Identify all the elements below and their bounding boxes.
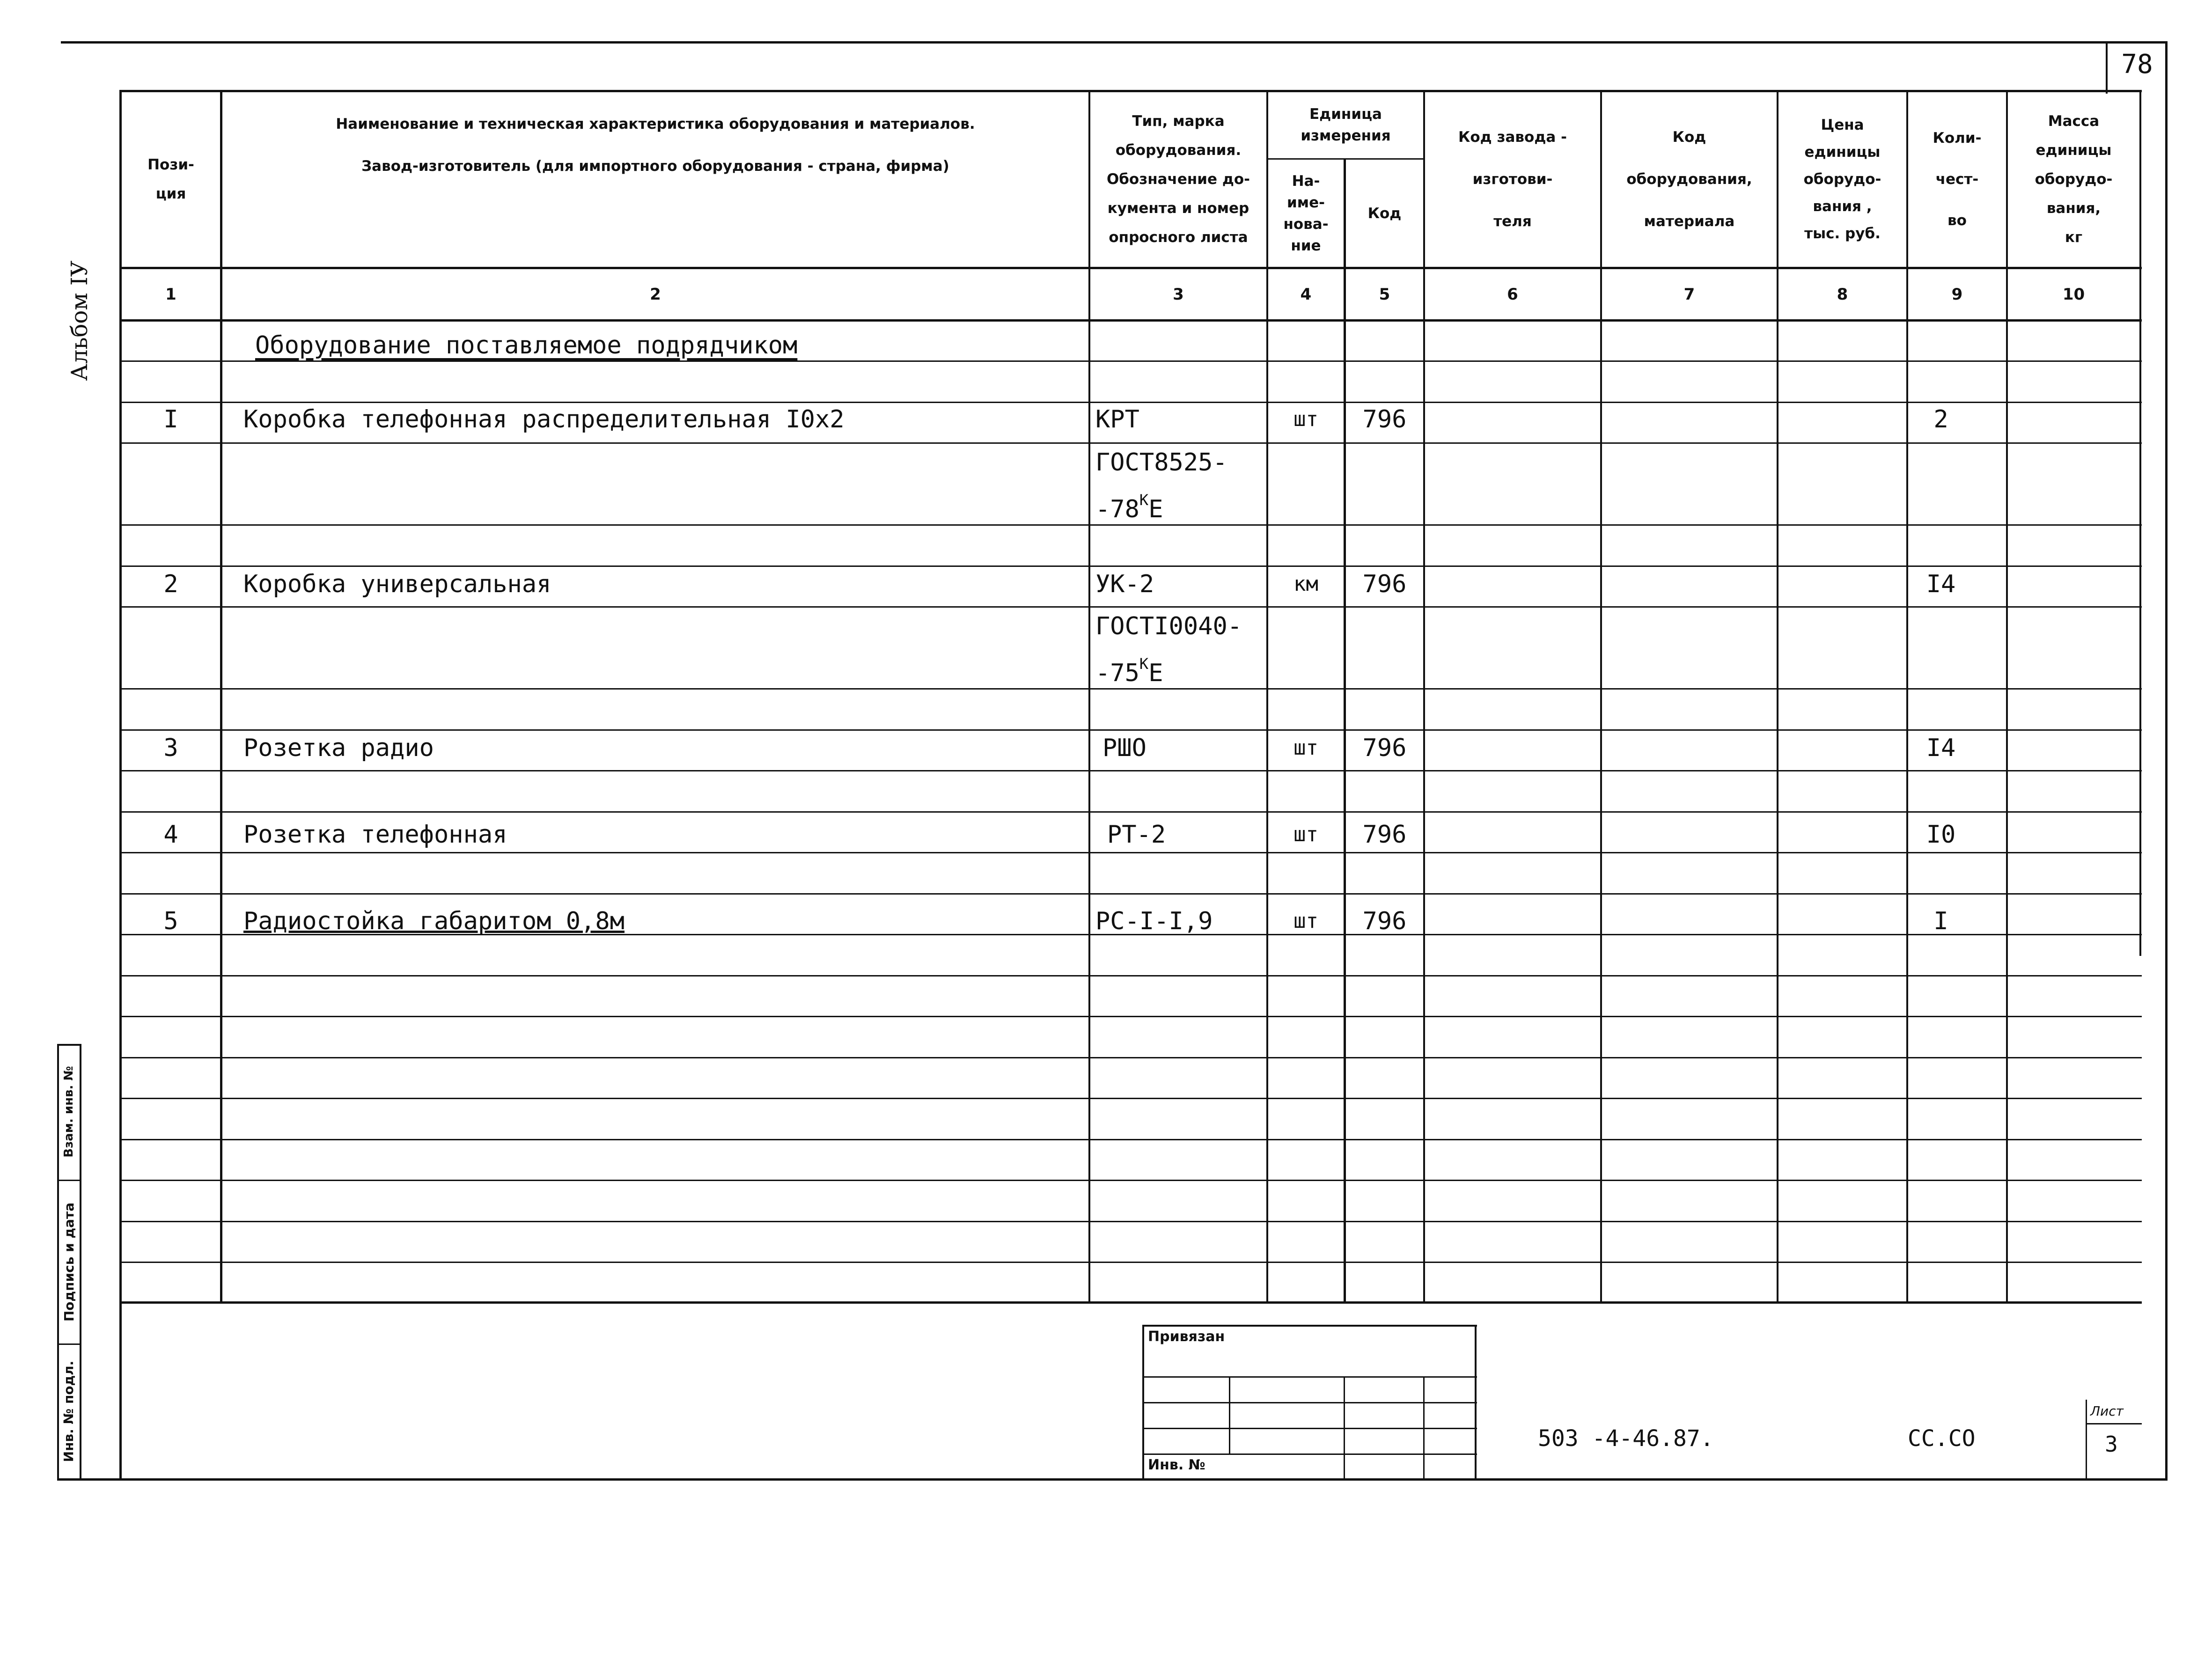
- item-name: Розетка радио: [243, 734, 434, 762]
- stamp-col: [1229, 1376, 1230, 1453]
- item-unit: шт: [1293, 407, 1318, 431]
- row-line: [119, 1262, 2142, 1263]
- item-position: 4: [163, 821, 178, 849]
- item-name: Коробка универсальная: [243, 570, 551, 598]
- column-number-9: 9: [1951, 285, 1963, 304]
- stamp-col: [1423, 1376, 1425, 1479]
- item-type-doc-2: $-78^КЕ$: [1095, 491, 1163, 523]
- item-position: 2: [163, 570, 178, 598]
- item-type: РТ-2: [1107, 821, 1166, 849]
- sheet-box-left: [2086, 1400, 2087, 1479]
- page-num-box-left: [2106, 41, 2108, 94]
- column-number-4: 4: [1300, 285, 1312, 304]
- row-line: [119, 1180, 2142, 1181]
- item-quantity: I: [1933, 907, 1948, 935]
- row-line: [119, 1016, 2142, 1017]
- item-code: 796: [1362, 821, 1407, 849]
- margin-strip-left: [57, 1044, 59, 1479]
- column-number-6: 6: [1507, 285, 1518, 304]
- row-line: [119, 1057, 2142, 1058]
- row-line: [119, 811, 2142, 813]
- header-name: Наименование и техническая характеристика оборудования и материалов. Завод-изготовитель (для импортного оборудования - страна, фирма): [336, 116, 975, 175]
- header-unit-code: Код: [1367, 205, 1402, 222]
- header-unit-group: Единица измерения: [1301, 105, 1391, 144]
- album-label: Альбом IУ: [66, 260, 93, 381]
- sheet-box-mid: [2086, 1423, 2142, 1424]
- header-price: Цена единицы оборудо- вания , тыс. руб.: [1803, 116, 1881, 242]
- item-position: 5: [163, 907, 178, 935]
- row-line: [119, 893, 2142, 895]
- page-number: 78: [2121, 49, 2153, 80]
- table-body-bottom: [119, 1301, 2142, 1304]
- table-right: [2139, 90, 2141, 956]
- header-position: Пози- ция: [147, 156, 194, 202]
- margin-label-inv-podl: Инв. № подл.: [61, 1360, 76, 1462]
- column-number-5: 5: [1379, 285, 1390, 304]
- item-quantity: 2: [1933, 405, 1948, 433]
- header-type: Тип, марка оборудования. Обозначение до- кумента и номер опросного листа: [1106, 112, 1250, 246]
- section-title: Оборудование поставляемое подрядчиком: [255, 331, 798, 360]
- margin-label-sign: Подпись и дата: [61, 1202, 77, 1322]
- stamp-row: [1142, 1428, 1477, 1429]
- stamp-row: [1142, 1453, 1477, 1455]
- row-line: [119, 1139, 2142, 1140]
- row-line: [119, 606, 2142, 608]
- frame-right: [2165, 41, 2168, 1481]
- item-code: 796: [1362, 907, 1407, 935]
- item-code: 796: [1362, 405, 1407, 433]
- column-number-3: 3: [1173, 285, 1184, 304]
- item-name: Розетка телефонная: [243, 821, 507, 849]
- item-type-doc: ГОСТI0040-: [1095, 612, 1242, 640]
- row-line: [119, 770, 2142, 771]
- item-name: Радиостойка габаритом 0,8м: [243, 907, 625, 935]
- column-number-7: 7: [1683, 285, 1695, 304]
- header-equipment-code: Код оборудования, материала: [1626, 128, 1752, 230]
- header-unit-name: На- име- нова- ние: [1283, 172, 1329, 254]
- item-quantity: I4: [1926, 570, 1956, 598]
- item-code: 796: [1362, 570, 1407, 598]
- margin-label-vzam: Взам. инв. №: [62, 1066, 76, 1158]
- item-quantity: I0: [1926, 821, 1956, 849]
- stamp-row: [1142, 1376, 1477, 1378]
- top-rule: [61, 41, 2168, 44]
- item-type: РШО: [1102, 734, 1146, 762]
- column-number-8: 8: [1837, 285, 1848, 304]
- item-code: 796: [1362, 734, 1407, 762]
- column-number-2: 2: [650, 285, 661, 304]
- item-type: КРТ: [1095, 405, 1139, 433]
- stamp-top: [1142, 1325, 1477, 1327]
- item-unit: шт: [1293, 822, 1318, 846]
- item-name: Коробка телефонная распределительная I0x2: [243, 405, 845, 433]
- item-quantity: I4: [1926, 734, 1956, 762]
- item-unit: шт: [1293, 736, 1318, 760]
- column-number-10: 10: [2062, 285, 2085, 304]
- sheet-label: Лист: [2090, 1403, 2124, 1419]
- header-quantity: Коли- чест- во: [1933, 129, 1982, 229]
- sheet-number: 3: [2105, 1431, 2118, 1457]
- stamp-col: [1344, 1376, 1345, 1479]
- row-line: [119, 442, 2142, 444]
- item-position: 3: [163, 734, 178, 762]
- header-factory-code: Код завода - изготови- теля: [1458, 128, 1567, 230]
- document-code: 503 -4-46.87.: [1538, 1425, 1714, 1452]
- item-unit: км: [1293, 572, 1318, 596]
- row-line: [119, 975, 2142, 976]
- document-mark: СС.СО: [1908, 1425, 1976, 1452]
- stamp-inv-label: Инв. №: [1148, 1457, 1205, 1473]
- stamp-row: [1142, 1402, 1477, 1403]
- item-type: РС-I-I,9: [1095, 907, 1213, 935]
- column-number-1: 1: [165, 285, 176, 304]
- header-mass: Масса единицы оборудо- вания, кг: [2035, 112, 2113, 246]
- item-type-doc: ГОСТ8525-: [1095, 448, 1227, 477]
- item-unit: шт: [1293, 909, 1318, 933]
- item-type-doc-2: $-75^КЕ$: [1095, 655, 1163, 687]
- margin-strip-right: [80, 1044, 81, 1479]
- row-line: [119, 1098, 2142, 1099]
- item-position: I: [163, 405, 178, 433]
- stamp-checked-label: Привязан: [1148, 1329, 1225, 1345]
- row-line: [119, 1221, 2142, 1222]
- item-type: УК-2: [1095, 570, 1154, 598]
